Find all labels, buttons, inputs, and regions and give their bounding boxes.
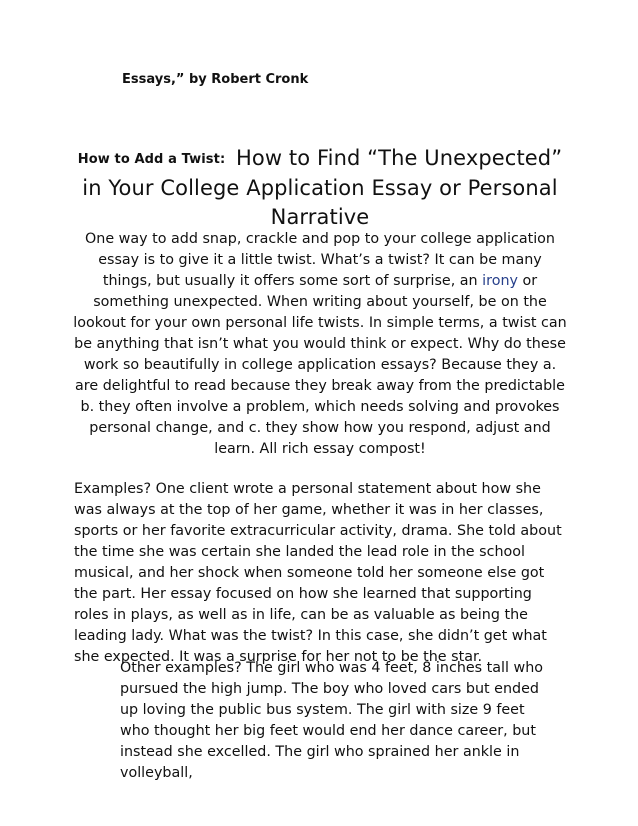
other-examples-paragraph bbox=[120, 658, 552, 784]
page-title bbox=[66, 144, 574, 232]
byline: Essays,” by Robert Cronk bbox=[122, 72, 309, 87]
examples-text: Examples? One client wrote a personal statement about how she was always at the top of her game, whether it was in her classes, sports or her favorite extracurricular activity, drama. She told about the time she was certain she landed the lead role in the school musical, and her shock when someone told her someone else got the part. Her essay focused on how she learned that supporting roles in plays, as well as in life, can be as valuable as being the leading lady. What was the twist? In this case, she didn’t get what she expected. It was a surprise for her not to be the star. bbox=[74, 481, 562, 665]
intro-text-after-link: or something unexpected. When writing about yourself, be on the lookout for your own personal life twists. In simple terms, a twist can be anything that isn’t what you would think or expect. Why do these work so beautifully in college application essays? Because they a. are delightful to read because they break away from the predictable b. they often involve a problem, which needs solving and provokes personal change, and c. they show how you respond, adjust and learn. All rich essay compost! bbox=[73, 273, 567, 457]
title-kicker: How to Add a Twist: bbox=[77, 152, 226, 167]
examples-paragraph bbox=[74, 479, 566, 668]
other-examples-text: Other examples? The girl who was 4 feet, 8 inches tall who pursued the high jump. The boy who loved cars but ended up loving the public bus system. The girl with size 9 feet who thought her big feet would end her dance career, but instead she excelled. The girl who sprained her ankle in volleyball, bbox=[120, 660, 544, 781]
title-main: How to Find “The Unexpected” in Your College Application Essay or Personal Narrative bbox=[82, 146, 563, 229]
intro-paragraph bbox=[72, 229, 568, 460]
intro-text-before-link: One way to add snap, crackle and pop to your college application essay is to give it a little twist. What’s a twist? It can be many things, but usually it offers some sort of surprise, an bbox=[85, 231, 555, 289]
irony-link[interactable]: irony bbox=[482, 273, 518, 289]
